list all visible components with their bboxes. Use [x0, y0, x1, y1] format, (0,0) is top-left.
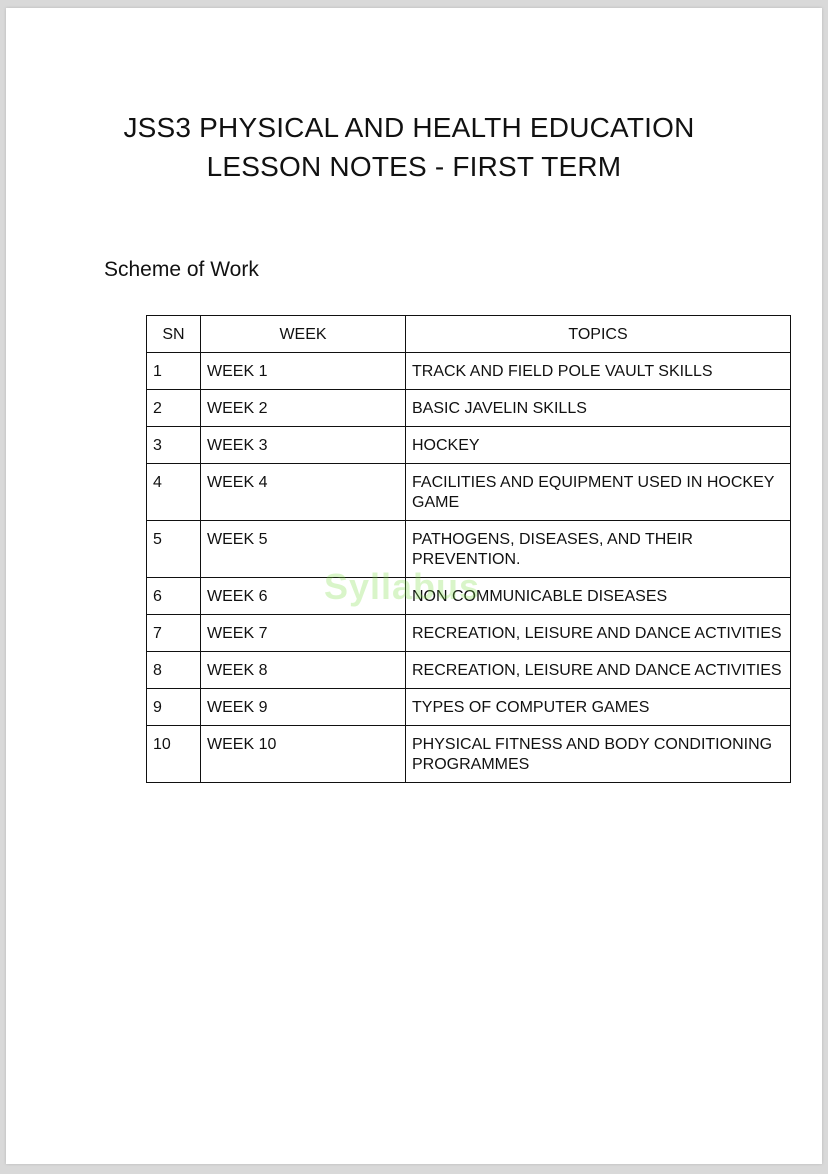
table-row: [147, 427, 791, 464]
table-row: [147, 390, 791, 427]
table-row: [147, 578, 791, 615]
cell-week: WEEK 5: [201, 521, 406, 578]
cell-sn: 5: [147, 521, 201, 578]
watermark-logo: Syllabus: [324, 566, 481, 607]
cell-topic: BASIC JAVELIN SKILLS: [406, 390, 791, 427]
document-title: [6, 108, 822, 186]
cell-week: WEEK 7: [201, 615, 406, 652]
cell-topic: TYPES OF COMPUTER GAMES: [406, 689, 791, 726]
cell-topic: PATHOGENS, DISEASES, AND THEIR PREVENTION.: [406, 521, 791, 578]
cell-sn: 10: [147, 726, 201, 783]
cell-topic: TRACK AND FIELD POLE VAULT SKILLS: [406, 353, 791, 390]
cell-sn: 4: [147, 464, 201, 521]
table-row: [147, 353, 791, 390]
cell-sn: 1: [147, 353, 201, 390]
cell-topic: FACILITIES AND EQUIPMENT USED IN HOCKEY GAME: [406, 464, 791, 521]
cell-week: WEEK 8: [201, 652, 406, 689]
cell-topic: NON COMMUNICABLE DISEASES: [406, 578, 791, 615]
table-row: [147, 726, 791, 783]
table-row: [147, 464, 791, 521]
cell-week: WEEK 1: [201, 353, 406, 390]
cell-week: WEEK 2: [201, 390, 406, 427]
cell-sn: 8: [147, 652, 201, 689]
cell-topic: PHYSICAL FITNESS AND BODY CONDITIONING PROGRAMMES: [406, 726, 791, 783]
header-week: WEEK: [201, 316, 406, 353]
cell-week: WEEK 6: [201, 578, 406, 615]
cell-topic: HOCKEY: [406, 427, 791, 464]
header-sn: SN: [147, 316, 201, 353]
cell-week: WEEK 10: [201, 726, 406, 783]
section-heading: Scheme of Work: [104, 258, 259, 281]
table-header-row: [147, 316, 791, 353]
cell-sn: 6: [147, 578, 201, 615]
cell-sn: 3: [147, 427, 201, 464]
title-line-2: LESSON NOTES - FIRST TERM: [206, 151, 622, 182]
scheme-of-work-table: [146, 315, 791, 783]
header-topics: TOPICS: [406, 316, 791, 353]
cell-topic: RECREATION, LEISURE AND DANCE ACTIVITIES: [406, 652, 791, 689]
title-line-1: JSS3 PHYSICAL AND HEALTH EDUCATION: [123, 112, 695, 143]
cell-sn: 9: [147, 689, 201, 726]
cell-topic: RECREATION, LEISURE AND DANCE ACTIVITIES: [406, 615, 791, 652]
table-row: [147, 652, 791, 689]
cell-week: WEEK 9: [201, 689, 406, 726]
table-row: [147, 521, 791, 578]
cell-sn: 2: [147, 390, 201, 427]
cell-week: WEEK 4: [201, 464, 406, 521]
cell-sn: 7: [147, 615, 201, 652]
table-row: [147, 615, 791, 652]
table-row: [147, 689, 791, 726]
document-page: [6, 8, 822, 1164]
cell-week: WEEK 3: [201, 427, 406, 464]
